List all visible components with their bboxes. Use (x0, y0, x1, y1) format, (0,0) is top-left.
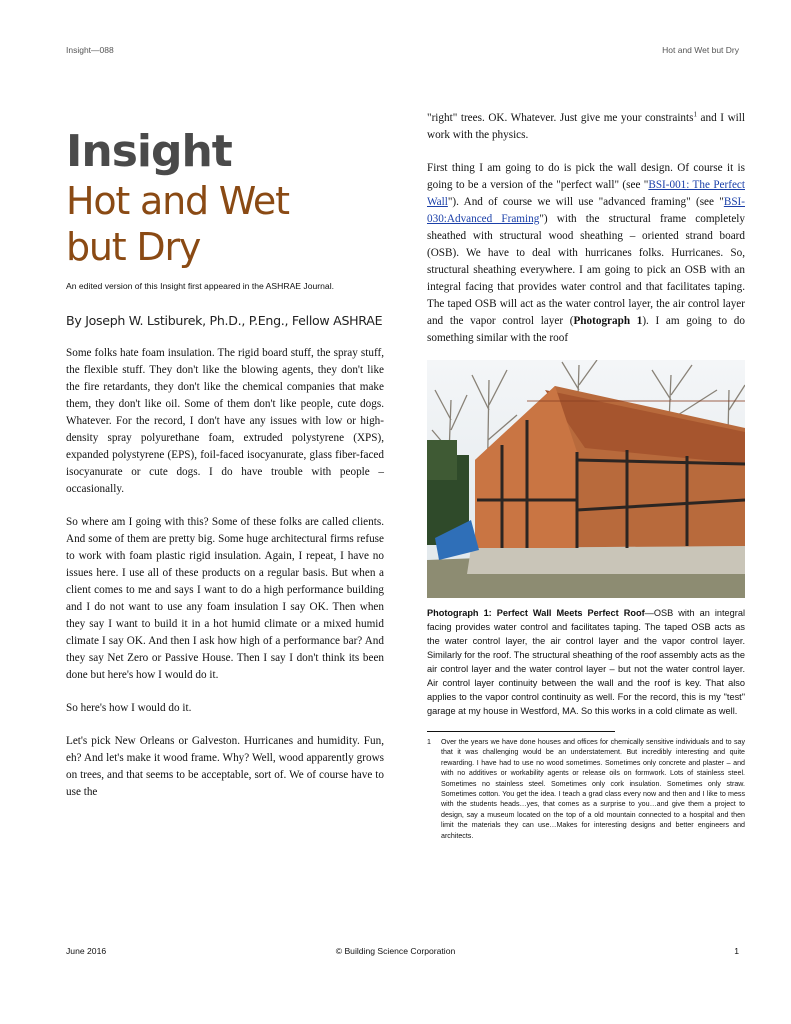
running-header-right: Hot and Wet but Dry (662, 45, 739, 55)
footer-date: June 2016 (66, 946, 107, 956)
paragraph-6-text-b: "). And of course we will use "advanced framing" (see " (447, 196, 724, 208)
footnote-number: 1 (427, 738, 431, 746)
author-byline: By Joseph W. Lstiburek, Ph.D., P.Eng., Fellow ASHRAE (66, 313, 383, 328)
paragraph-6-text-a: First thing I am going to do is pick the wall design. Of course it is going to be a version of the "perfect wall" (see " (427, 162, 745, 191)
article-title-line1: Hot and Wet (66, 179, 289, 223)
footnote-ref-1[interactable]: 1 (693, 110, 697, 119)
left-column (66, 128, 384, 801)
paragraph-5-text-b: and I will work with the physics. (427, 112, 745, 141)
article-title-line2: but Dry (66, 225, 201, 269)
caption-label: Photograph 1: Perfect Wall Meets Perfect Roof (427, 608, 645, 618)
link-perfect-wall[interactable]: BSI-001: The Perfect Wall (427, 179, 745, 208)
body-paragraph-2: So where am I going with this? Some of these folks are called clients. And some of them are pretty big. Some huge architectural firms refuse to work with foam plastic rigid insulation. Again, I repeat, I have no issues here. I use all of these products on a regular basis. But when a client comes to me and says I want to do a high performance building and I do not want to use any foam insulation I say OK. Then when they say I want to build it in a hot humid climate or a mixed humid climate I say OK. And then I ask how high of a performance bar? And they say Net Zero or Passive House. Then I say I don't think its been done but here's how I would do it. (66, 516, 384, 681)
footnote-divider (427, 731, 615, 732)
paragraph-6-text-c: ") with the structural frame completely sheathed with structural wood sheathing – oriented strand board (OSB). We have to deal with hurricanes folks. Hurricanes. So, structural sheathing everywhere. I am going to pick an OSB with an integral facing that provides water control and that facilitates taping. The taped OSB will act as the water control layer, the air control layer and the vapor control layer ( (427, 213, 745, 327)
link-advanced-framing[interactable]: BSI-030:Advanced Framing (427, 196, 745, 225)
paragraph-5-text-a: "right" trees. OK. Whatever. Just give me your constraints (427, 112, 694, 124)
paragraph-6-text-d: ). I am going to do something similar with the roof (427, 315, 745, 344)
article-title (66, 178, 384, 270)
intro-note: An edited version of this Insight first appeared in the ASHRAE Journal. (66, 281, 334, 291)
photo-caption (427, 606, 745, 718)
photograph-osb-garage (427, 360, 745, 598)
body-paragraph-1: Some folks hate foam insulation. The rigid board stuff, the spray stuff, the flexible stuff. They don't like the blowing agents, they don't like the fire retardants, they don't like the chemical companies that make them, they don't like oil. Some of them don't like people, cute dogs. Whatever. For the record, I don't have any issues with low or high-density spray polyurethane foam, extruded polystyrene (XPS), expanded polystyrene (EPS), foil-faced isocyanurate, glass fiber-faced isocyanurate or cute dogs. I do have trouble with people – occasionally. (66, 347, 384, 495)
footnote (427, 737, 745, 841)
right-column (427, 110, 745, 841)
body-paragraph-4: Let's pick New Orleans or Galveston. Hurricanes and humidity. Fun, eh? And let's make it wood frame. Why? Well, wood apparently grows on trees, and that seems to be acceptable, sort of. We of course have to use the (66, 735, 384, 798)
running-header-left: Insight—088 (66, 45, 114, 55)
footer-copyright: © Building Science Corporation (335, 946, 456, 956)
page-title: Insight (66, 126, 232, 177)
body-paragraph-5 (427, 110, 745, 144)
page-number: 1 (734, 946, 739, 956)
caption-text: —OSB with an integral facing provides water control and facilitates taping. The taped OSB acts as the water control layer, the air control layer and the vapor control layer. Similarly for the roof. The structural sheathing of the roof assembly acts as the air control layer and the water control layer – but not the water control layer. Air control layer continuity between the wall and the roof is key. That also applies to the vapor control continuity as well. For the record, this is my "test" garage at my house in Westford, MA. So this works in a cold climate as well. (427, 608, 745, 716)
footnote-text: Over the years we have done houses and offices for chemically sensitive individuals and to say that it was challenging would be an understatement. But incredibly interesting and quite rewarding. I have had to use no wood sometimes. Sometimes only concrete and plaster – and with no additives or workability agents or release oils on formwork. Lots of stainless steel. Sometimes no stainless steel. Sometimes only cork insulation. Sometimes only straw. Sometimes cotton. You get the idea. I teach a grad class every now and then and I like to mess with the students heads…yes, that comes as a surprise to you…and give them a project to design, say a museum located on the top of a old mountain connected to a hospital and then limit the materials they can use…Makes for interesting designs and better engineers and architects. (441, 738, 745, 840)
body-paragraph-6 (427, 160, 745, 347)
body-paragraph-3: So here's how I would do it. (66, 702, 192, 714)
photo-reference: Photograph 1 (573, 315, 643, 327)
